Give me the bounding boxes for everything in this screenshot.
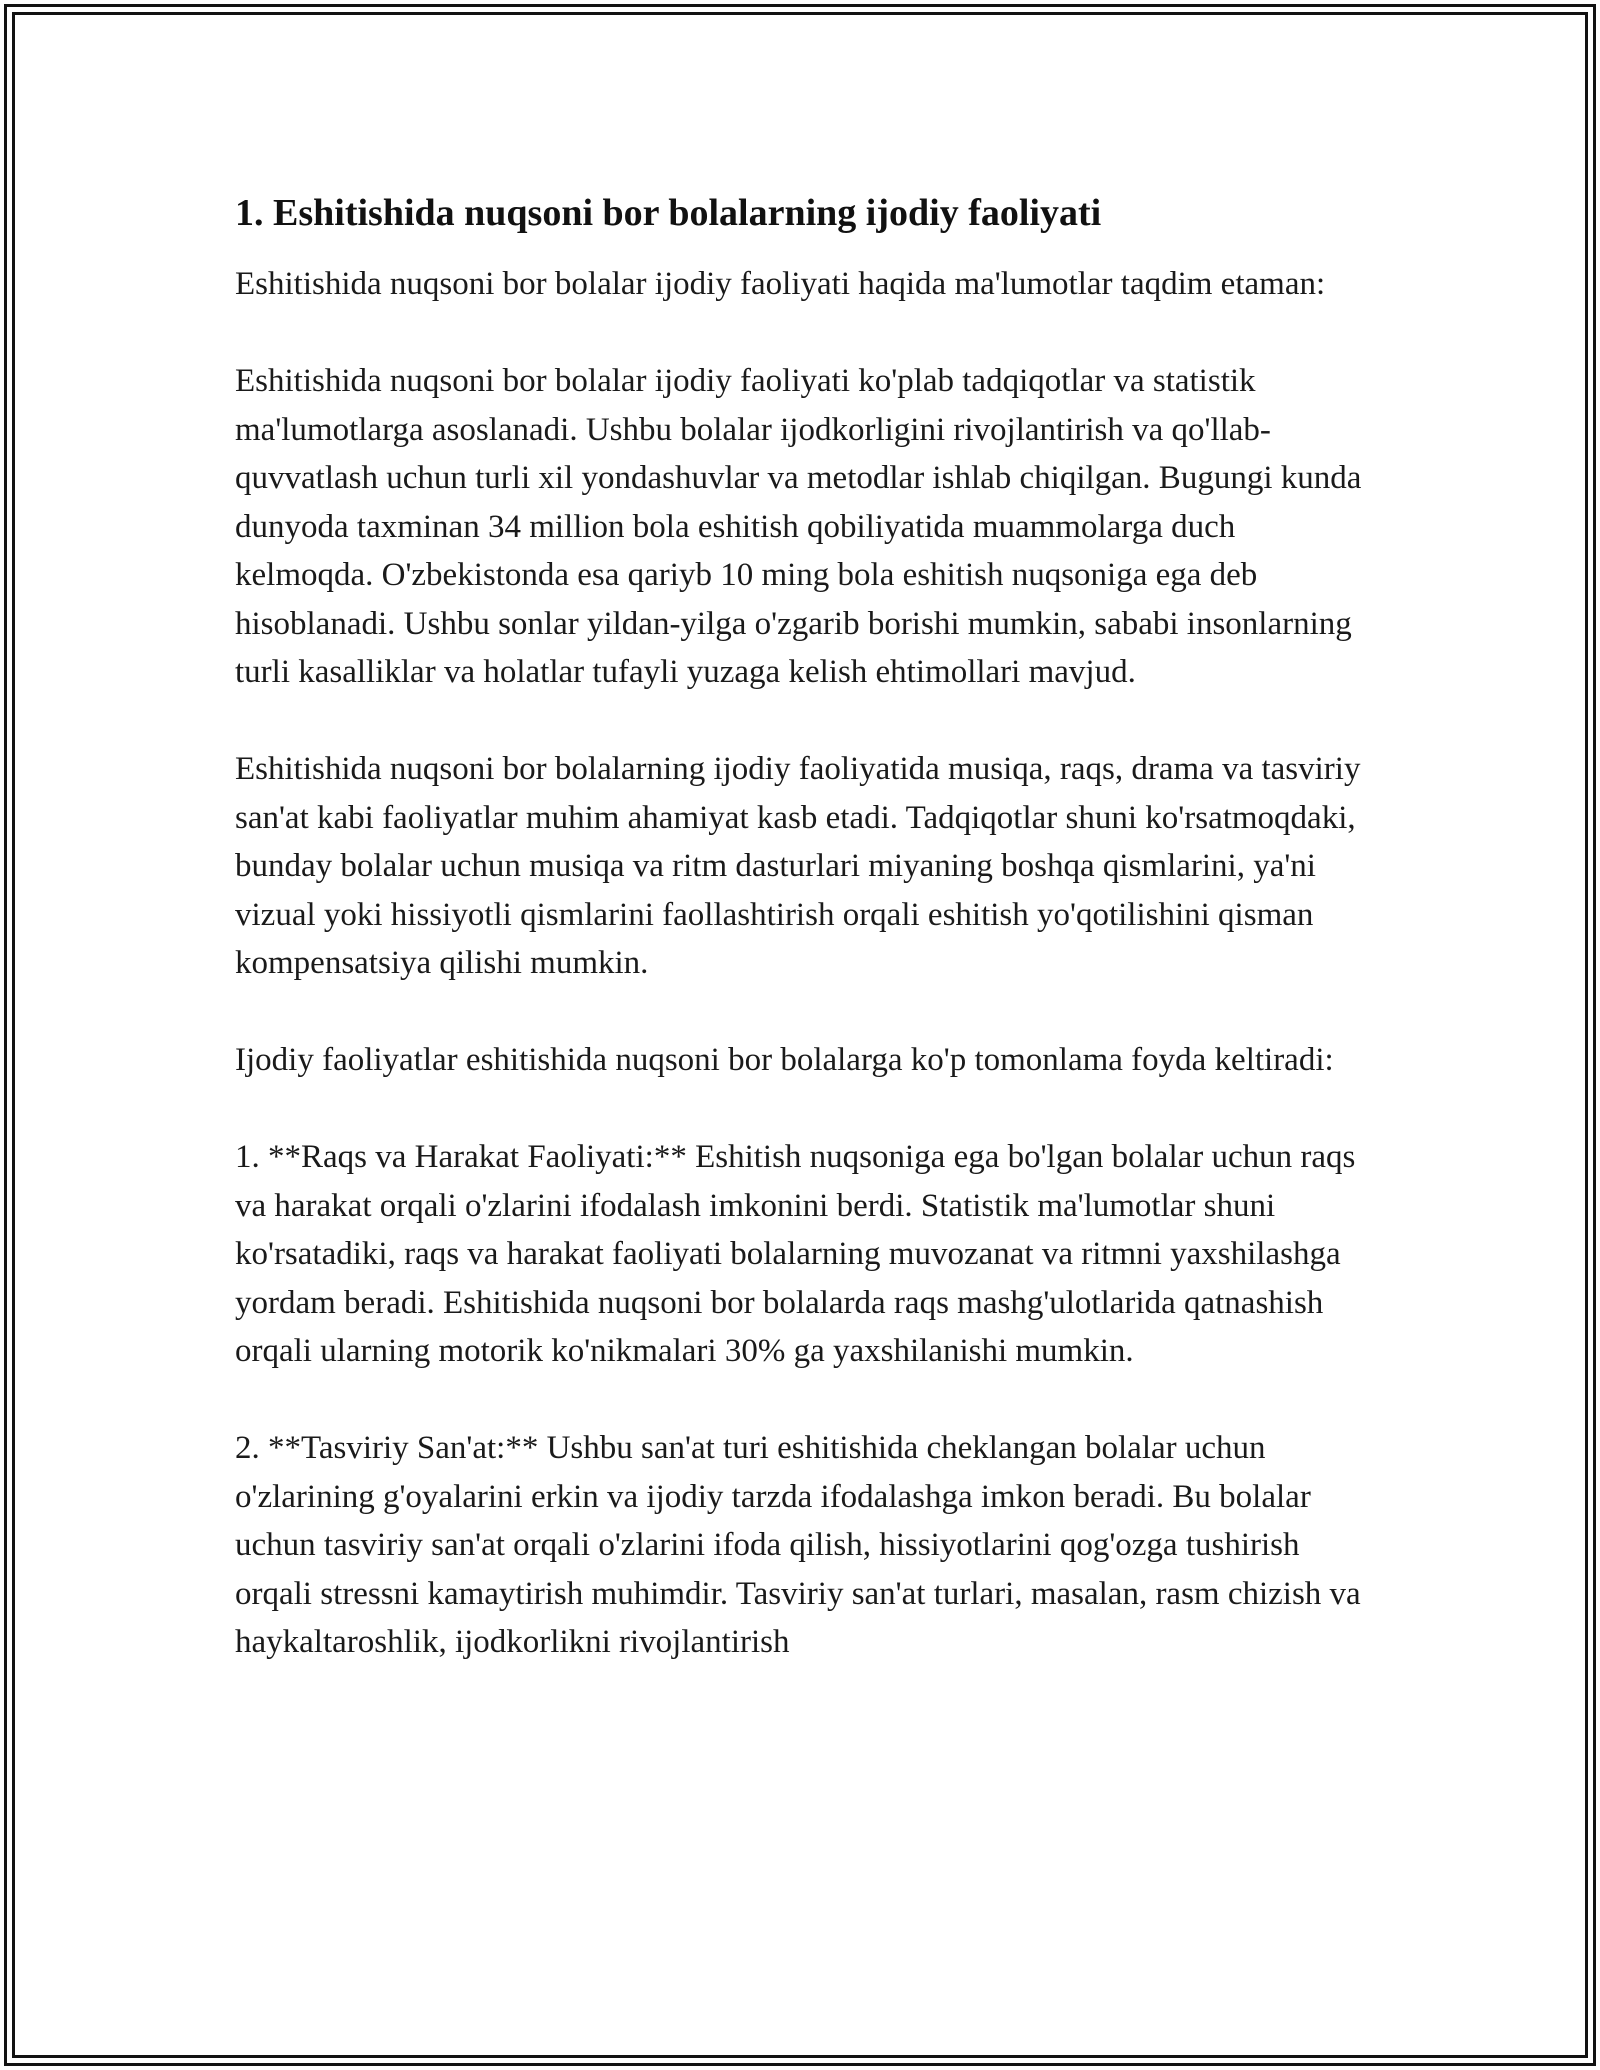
paragraph-intro: Eshitishida nuqsoni bor bolalar ijodiy faoliyati haqida ma'lumotlar taqdim etaman:	[235, 266, 1326, 302]
document-body	[235, 188, 1375, 1715]
paragraph-benefits-intro: Ijodiy faoliyatlar eshitishida nuqsoni bor bolalarga ko'p tomonlama foyda keltiradi:	[235, 1042, 1334, 1078]
document-title: 1. Eshitishida nuqsoni bor bolalarning ijodiy faoliyati	[235, 192, 1102, 234]
paragraph-statistics: Eshitishida nuqsoni bor bolalar ijodiy faoliyati ko'plab tadqiqotlar va statistik ma'lumotlarga asoslanadi. Ushbu bolalar ijodkorligini rivojlantirish va qo'llab-quvvatlash uchun turli xil yondashuvlar va metodlar ishlab chiqilgan. Bugungi kunda dunyoda taxminan 34 million bola eshitish qobiliyatida muammolarga duch kelmoqda. O'zbekistonda esa qariyb 10 ming bola eshitish nuqsoniga ega deb hisoblanadi. Ushbu sonlar yildan-yilga o'zgarib borishi mumkin, sababi insonlarning turli kasalliklar va holatlar tufayli yuzaga kelish ehtimollari mavjud.	[235, 363, 1362, 690]
paragraph-activities: Eshitishida nuqsoni bor bolalarning ijodiy faoliyatida musiqa, raqs, drama va tasviriy san'at kabi faoliyatlar muhim ahamiyat kasb etadi. Tadqiqotlar shuni ko'rsatmoqdaki, bunday bolalar uchun musiqa va ritm dasturlari miyaning boshqa qismlarini, ya'ni vizual yoki hissiyotli qismlarini faollashtirish orqali eshitish yo'qotilishini qisman kompensatsiya qilishi mumkin.	[235, 751, 1361, 981]
list-item-visual-art: 2. **Tasviriy San'at:** Ushbu san'at turi eshitishida cheklangan bolalar uchun o'zlarining g'oyalarini erkin va ijodiy tarzda ifodalashga imkon beradi. Bu bolalar uchun tasviriy san'at orqali o'zlarini ifoda qilish, hissiyotlarini qog'ozga tushirish orqali stressni kamaytirish muhimdir. Tasviriy san'at turlari, masalan, rasm chizish va haykaltaroshlik, ijodkorlikni rivojlantirish	[235, 1430, 1361, 1660]
list-item-dance: 1. **Raqs va Harakat Faoliyati:** Eshitish nuqsoniga ega bo'lgan bolalar uchun raqs va harakat orqali o'zlarini ifodalash imkonini berdi. Statistik ma'lumotlar shuni ko'rsatadiki, raqs va harakat faoliyati bolalarning muvozanat va ritmni yaxshilashga yordam beradi. Eshitishida nuqsoni bor bolalarda raqs mashg'ulotlarida qatnashish orqali ularning motorik ko'nikmalari 30% ga yaxshilanishi mumkin.	[235, 1139, 1356, 1369]
